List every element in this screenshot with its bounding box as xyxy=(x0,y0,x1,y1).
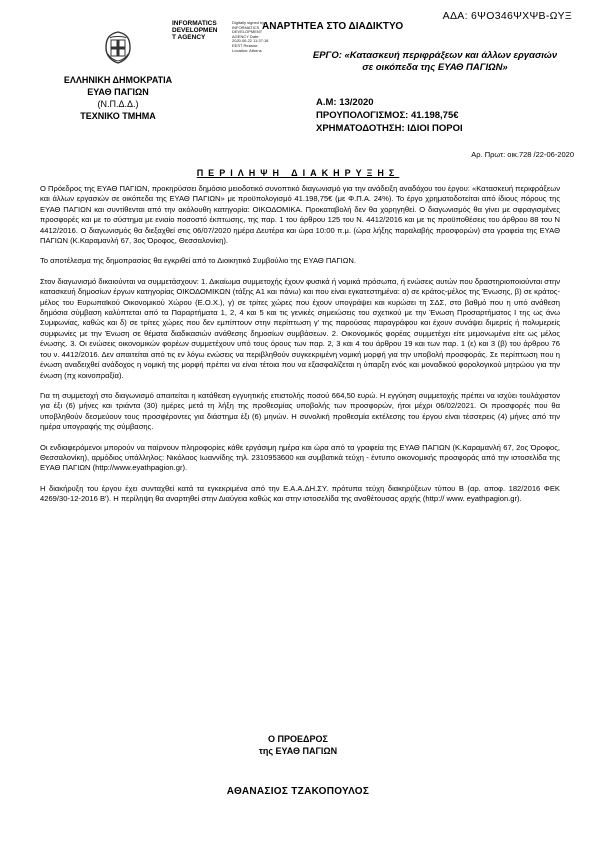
digital-signature-stamp xyxy=(172,20,572,53)
project-line: ΕΡΓΟ: «Κατασκευή περιφράξεων και άλλων εργασιών xyxy=(312,50,558,61)
republic-name: ΕΛΛΗΝΙΚΗ ΔΗΜΟΚΡΑΤΙΑ xyxy=(63,75,173,85)
registry-number: Α.Μ: 13/2020 xyxy=(316,97,374,108)
greek-emblem-icon xyxy=(102,30,134,64)
project-title xyxy=(300,50,570,74)
document-body xyxy=(40,184,560,505)
signatory-org: της ΕΥΑΘ ΠΑΓΙΩΝ xyxy=(258,746,338,756)
document-title: ΠΕΡΙΛΗΨΗ ΔΙΑΚΗΡΥΞΗΣ xyxy=(196,168,400,178)
paragraph: Οι ενδιαφερόμενοι μπορούν να παίρνουν πληροφορίες κάθε εργάσιμη ημέρα και ώρα από τα γραφεία της ΕΥΑΘ ΠΑΓΙΩΝ (Κ.Καραμανλή 67, 2ος Όροφος, Θεσσαλονίκη), αρμόδιος υπάλληλος: Νικόλαος Ιωαννίδης τηλ. 2310953600 και συμβατικά τεύχη - έντυπο οικονομικής προσφοράς από την ιστοσελίδα της ΕΥΑΘ ΠΑΓΙΩΝ (http://www.eyathpagion.gr). xyxy=(40,442,560,473)
paragraph: Για τη συμμετοχή στο διαγωνισμό απαιτείται η κατάθεση εγγυητικής επιστολής ποσού 664,50 ευρώ. Η εγγύηση συμμετοχής πρέπει να ισχύει τουλάχιστον για έξι (6) μήνες και τριάντα (30) ημέρες μετά τη λήξη της προθεσμίας υποβολής των προσφορών, ήτοι μέχρι 06/02/2021. Οι προσφορές που θα υποβληθούν δεσμεύουν τους προσφέροντες για διάστημα έξι (6) μηνών. Η συνολική προθεσμία εκτέλεσης του έργου είναι τέσσερεις (4) μήνες από την ημέρα υπογραφής της σύμβασης. xyxy=(40,390,560,432)
funding: ΧΡΗΜΑΤΟΔΟΤΗΣΗ: ΙΔΙΟΙ ΠΟΡΟΙ xyxy=(316,123,463,134)
stamp-line: INFORMATICS xyxy=(172,20,217,27)
paragraph: Το αποτέλεσμα της δημοπρασίας θα εγκριθεί από το Διοικητικό Συμβούλιο της ΕΥΑΘ ΠΑΓΙΩΝ. xyxy=(40,256,356,266)
signatory-name: ΑΘΑΝΑΣΙΟΣ ΤΖΑΚΟΠΟΥΛΟΣ xyxy=(226,786,370,797)
organization-name: ΕΥΑΘ ΠΑΓΙΩΝ xyxy=(87,87,149,97)
stamp-line: T AGENCY xyxy=(172,34,206,41)
paragraph: Ο Πρόεδρος της ΕΥΑΘ ΠΑΓΙΩΝ, προκηρύσσει δημόσιο μειοδοτικό συνοπτικό διαγωνισμό για την ανάδειξη αναδόχου του έργου: «Κατασκευή περιφράξεων και άλλων εργασιών σε οικόπεδα της ΕΥΑΘ ΠΑΓΙΩΝ» με προϋπολογισμό 41.198,75€ (με Φ.Π.Α. 24%). Το έργο χρηματοδοτείται από ίδιους πόρους της ΕΥΑΘ ΠΑΓΙΩΝ και συντίθενται από την ακόλουθη κατηγορία: ΟΙΚΟΔΟΜΙΚΑ. Προκαταβολή δεν θα χορηγηθεί. Ο διαγωνισμός θα γίνει με σφραγισμένες προσφορές και με το σύστημα με ενιαίο ποσοστό έκπτωσης, της παρ. 1 του άρθρου 125 του Ν. 4412/2016 και με τις προϋποθέσεις του άρθρου 88 του Ν 4412/2016. Ο διαγωνισμός θα διεξαχθεί στις 06/07/2020 ημέρα Δευτέρα και ώρα 10:00 π.μ. (ώρα λήξης παραλαβής προσφορών) στα γραφεία της ΕΥΑΘ ΠΑΓΙΩΝ (Κ.Καραμανλή 67, 3ος Όροφος, Θεσσαλονίκη). xyxy=(40,184,560,246)
stamp-title: ΑΝΑΡΤΗΤΕΑ ΣΤΟ ΔΙΑΔΙΚΤΥΟ xyxy=(262,21,404,32)
budget: ΠΡΟΥΠΟΛΟΓΙΣΜΟΣ: 41.198,75€ xyxy=(316,110,459,121)
signatory-title: Ο ΠΡΟΕΔΡΟΣ xyxy=(268,734,328,744)
ada-code: ΑΔΑ: 6ΨΟ346ΨΧΨΒ-ΩΥΞ xyxy=(442,10,572,22)
stamp-line: DEVELOPMEN xyxy=(172,27,218,34)
paragraph: Στον διαγωνισμό δικαιούνται να συμμετάσχουν: 1. Δικαίωμα συμμετοχής έχουν φυσικά ή νομικά πρόσωπα, ή ενώσεις αυτών που δραστηριοποιούνται στην κατασκευή δημοσίων έργων κατηγορίας ΟΙΚΟΔΟΜΙΚΩΝ (τάξης Α1 και πάνω) και που είναι εγκατεστημένα: α) σε κράτος-μέλος της Ένωσης, β) σε κράτος-μέλος του Ευρωπαϊκού Οικονομικού Χώρου (Ε.Ο.Χ.), γ) σε τρίτες χώρες που έχουν υπογράψει και κυρώσει τη ΣΔΣ, στο βαθμό που η υπό ανάθεση δημόσια σύμβαση καλύπτεται από τα Παραρτήματα 1, 2, 4 και 5 και τις γενικές σημειώσεις του σχετικού με την Ένωση Προσαρτήματος I της ως άνω Συμφωνίας, καθώς και δ) σε τρίτες χώρες που δεν εμπίπτουν στην περίπτωση γ' της παρούσας παραγράφου και έχουν συνάψει διμερείς ή πολυμερείς συμφωνίες με την Ένωση σε θέματα διαδικασιών ανάθεσης δημοσίων συμβάσεων. 2. Οικονομικός φορέας συμμετέχει είτε μεμονωμένα είτε ως μέλος ένωσης. 3. Οι ενώσεις οικονομικών φορέων συμμετέχουν υπό τους όρους των παρ. 2, 3 και 4 του άρθρου 19 και των παρ. 1 (ε) και 3 (β) του άρθρου 76 του ν. 4412/2016. Δεν απαιτείται από τις εν λόγω ενώσεις να περιβληθούν συγκεκριμένη νομική μορφή για την υποβολή προσφοράς. Σε περίπτωση που η ένωση αναδειχθεί ανάδοχος η νομική της μορφή πρέπει να είναι τέτοια που να εξασφαλίζεται η ύπαρξη ενός και μοναδικού φορολογικού μητρώου για την ένωση (πχ κοινοπραξία). xyxy=(40,276,560,380)
stamp-details: Digitally signed by INFORMATICS DEVELOPMENT AGENCY Date: 2020.06.22 11:37:18 EEST Reason: Location: Athens xyxy=(232,20,269,53)
legal-form: (Ν.Π.Δ.Δ.) xyxy=(97,99,139,109)
issuer-header xyxy=(30,74,206,122)
project-meta xyxy=(316,96,463,135)
department-name: ΤΕΧΝΙΚΟ ΤΜΗΜΑ xyxy=(80,111,156,121)
signatory-role xyxy=(0,733,596,757)
project-line: σε οικόπεδα της ΕΥΑΘ ΠΑΓΙΩΝ» xyxy=(362,62,508,73)
protocol-number: Αρ. Πρωτ: οικ.728 /22-06-2020 xyxy=(471,150,574,159)
stamp-org xyxy=(172,20,232,41)
paragraph: Η διακήρυξη του έργου έχει συνταχθεί κατά τα εγκεκριμένα από την Ε.Α.Α.ΔΗ.ΣΥ. πρότυπα τεύχη διακηρύξεων τύπου Β (αρ. αποφ. 182/2016 ΦΕΚ 4269/30-12-2016 Β'). Η περίληψη θα αναρτηθεί στην Διαύγεια καθώς και στην ιστοσελίδα της αναθέτουσας αρχής (http:// www. eyathpagion.gr). xyxy=(40,483,560,504)
